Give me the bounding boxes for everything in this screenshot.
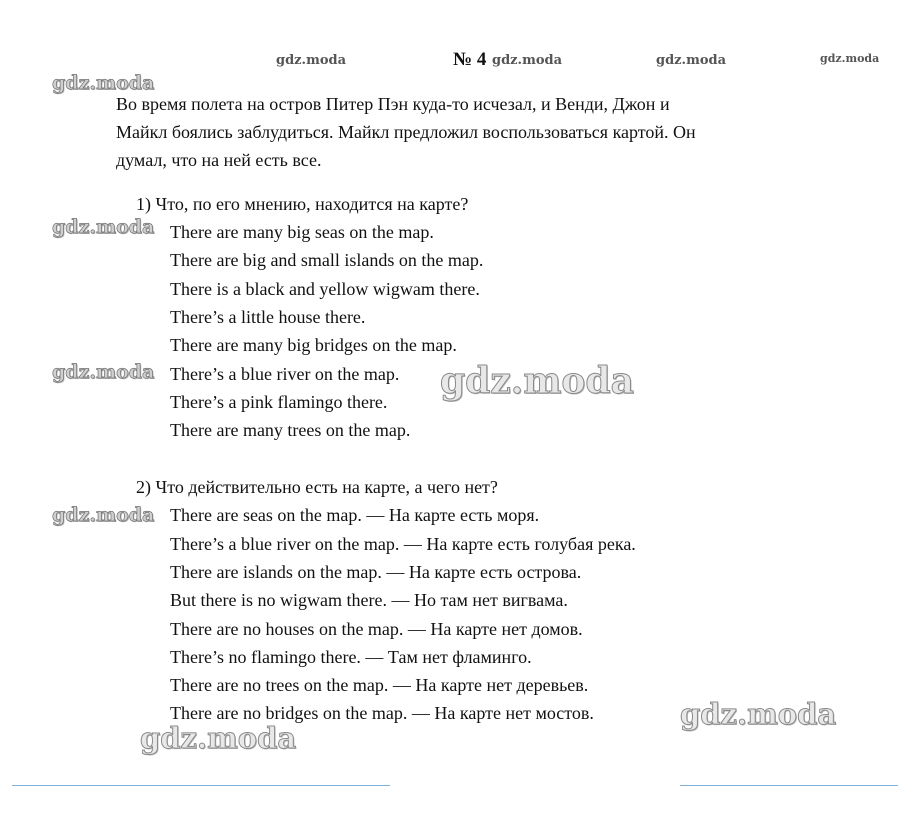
task-number: № 4 [453, 49, 487, 70]
question-1: 1) Что, по его мнению, находится на карте? [136, 194, 469, 214]
watermark: gdz.moda [276, 53, 347, 68]
question-2: 2) Что действительно есть на карте, а чего нет? [136, 477, 498, 497]
answer-line: There are no bridges on the map. — На карте нет мостов. [170, 703, 594, 723]
answer-line: There are no trees on the map. — На карте нет деревьев. [170, 675, 589, 695]
divider [12, 785, 390, 786]
answer-line: There are no houses on the map. — На карте нет домов. [170, 619, 583, 639]
answer-line: There are many big bridges on the map. [170, 335, 457, 355]
intro-line: думал, что на ней есть все. [116, 150, 322, 170]
answer-line: There are big and small islands on the map. [170, 250, 484, 270]
watermark: gdz.moda [656, 53, 727, 68]
watermark: gdz.moda [440, 360, 634, 402]
intro-line: Во время полета на остров Питер Пэн куда-то исчезал, и Венди, Джон и [116, 94, 670, 114]
watermark: gdz.moda [820, 52, 880, 65]
intro-line: Майкл боялись заблудиться. Майкл предложил воспользоваться картой. Он [116, 122, 696, 142]
answer-line: There are many trees on the map. [170, 420, 411, 440]
watermark: gdz.moda [140, 721, 297, 755]
watermark: gdz.moda [492, 53, 563, 68]
answer-line: There are islands on the map. — На карте есть острова. [170, 562, 582, 582]
answer-line: There are seas on the map. — На карте есть моря. [170, 505, 540, 525]
answer-line: There’s no flamingo there. — Там нет фламинго. [170, 647, 532, 667]
answer-line: There are many big seas on the map. [170, 222, 434, 242]
answer-line: There’s a pink flamingo there. [170, 392, 388, 412]
divider [680, 785, 898, 786]
answer-line: There’s a little house there. [170, 307, 366, 327]
answer-line: But there is no wigwam there. — Но там нет вигвама. [170, 590, 568, 610]
watermark: gdz.moda [52, 72, 155, 94]
watermark: gdz.moda [52, 504, 155, 526]
watermark: gdz.moda [52, 216, 155, 238]
watermark: gdz.moda [680, 697, 837, 731]
watermark: gdz.moda [52, 361, 155, 383]
answer-line: There’s a blue river on the map. [170, 364, 400, 384]
answer-line: There’s a blue river on the map. — На карте есть голубая река. [170, 534, 636, 554]
answer-line: There is a black and yellow wigwam there. [170, 279, 480, 299]
